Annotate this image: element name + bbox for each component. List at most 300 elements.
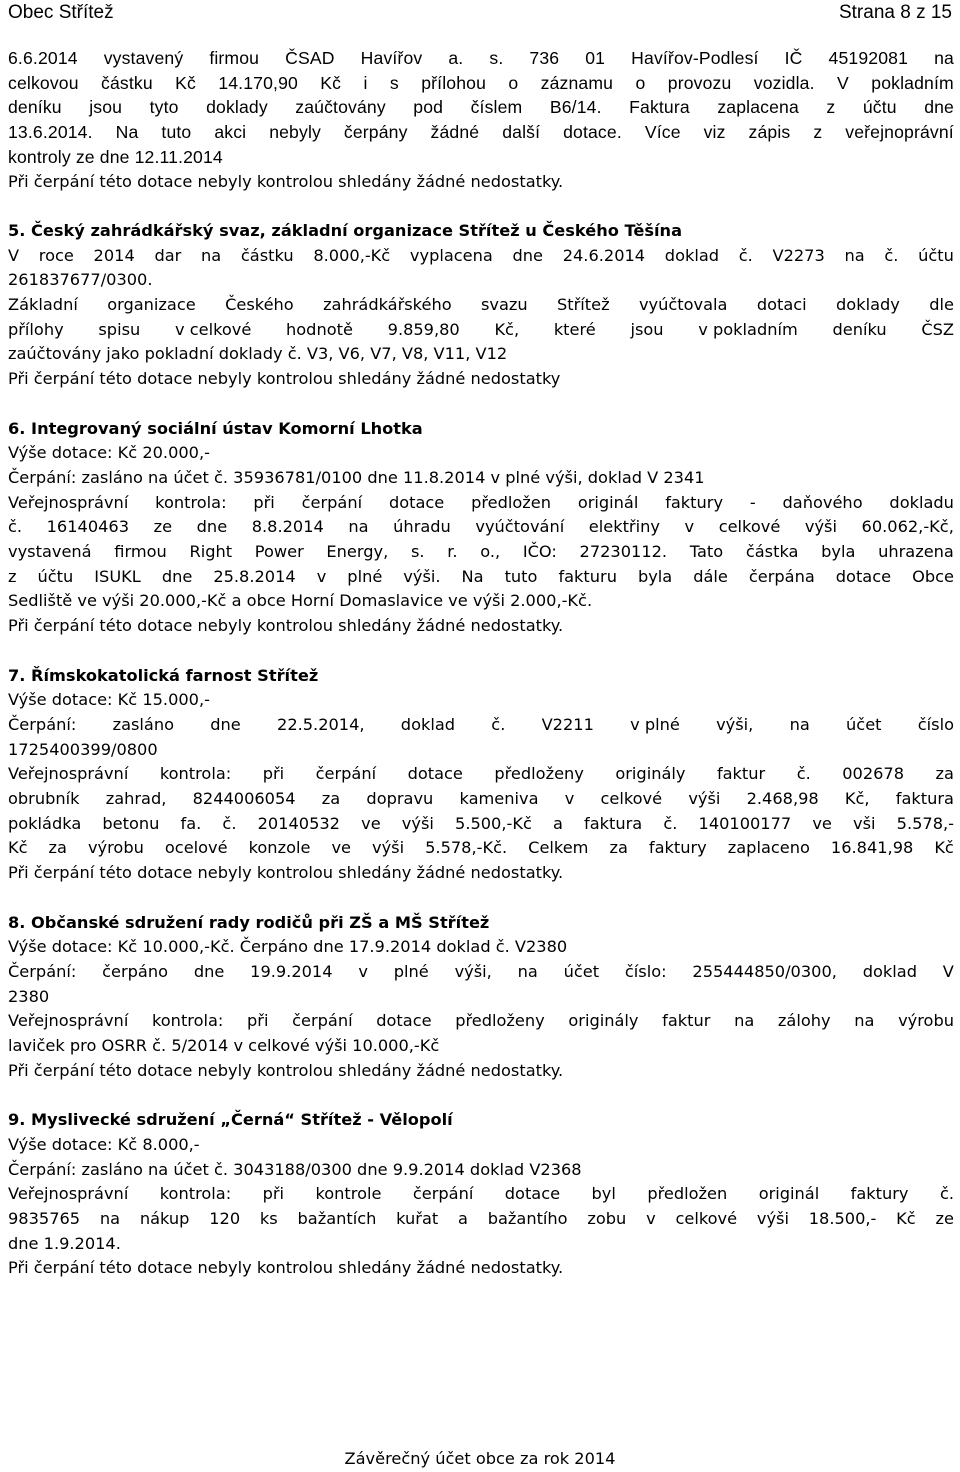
word: číslo: <box>624 961 667 981</box>
word: 5.578,-Kč. <box>425 838 508 858</box>
word: 002678 <box>842 764 905 784</box>
word: konzole <box>248 838 311 858</box>
word: faktura <box>584 813 643 833</box>
word: č. <box>663 813 678 833</box>
word: čerpáno <box>102 961 169 981</box>
word: na <box>934 48 954 68</box>
word: dále <box>693 566 728 586</box>
word: Čerpání: <box>8 961 77 981</box>
word: spisu <box>98 319 141 339</box>
word: přílohou <box>421 72 487 93</box>
word: byla <box>637 566 673 586</box>
word: v <box>316 566 327 586</box>
word: a. <box>448 48 464 68</box>
section-9 <box>8 1108 954 1281</box>
text-line <box>8 120 954 145</box>
word: doklad <box>664 245 720 265</box>
word: vystavený <box>103 48 184 68</box>
word: s <box>389 72 399 93</box>
word: faktury <box>648 838 707 858</box>
word: dotace <box>835 566 892 586</box>
word: 01 <box>585 48 606 68</box>
word: bažantích <box>297 1208 377 1228</box>
word: celkové <box>718 517 781 537</box>
word: elektřiny <box>588 517 660 537</box>
text-line <box>8 318 954 343</box>
word: 24.6.2014 <box>562 245 646 265</box>
word: Energy, <box>326 542 389 562</box>
word: vši <box>853 813 876 833</box>
word: kameniva <box>459 789 539 809</box>
word: deníku <box>8 97 62 118</box>
word: IČO: <box>522 542 557 562</box>
word: žádné <box>430 122 480 143</box>
text-line: Výše dotace: Kč 10.000,-Kč. Čerpáno dne 17.9.2014 doklad č. V2380 <box>8 937 568 957</box>
text-line <box>8 540 954 565</box>
word: Na <box>461 566 484 586</box>
word: zahrad, <box>105 789 167 809</box>
word: a <box>552 813 563 833</box>
word: zaplaceno <box>727 838 810 858</box>
header-municipality: Obec Střítež <box>8 2 114 23</box>
word: Na <box>115 122 139 143</box>
intro-paragraph <box>8 46 954 194</box>
word: roce <box>38 245 74 265</box>
word: V2273 <box>772 245 825 265</box>
word: ČSAD <box>285 48 335 68</box>
word: ks <box>259 1208 278 1228</box>
word: dotaci <box>756 295 807 315</box>
word: 736 <box>529 48 560 68</box>
word: čerpání <box>301 492 363 512</box>
word: deníku <box>832 319 887 339</box>
word: firmou <box>114 542 167 562</box>
word: účtu <box>862 97 897 118</box>
word: výši <box>756 1208 789 1228</box>
word: 60.062,-Kč, <box>861 517 954 537</box>
text-line: 2380 <box>8 986 50 1006</box>
word: částka <box>745 542 799 562</box>
word: účet <box>846 714 882 734</box>
word: provozu <box>667 72 732 93</box>
word: zápis <box>748 122 791 143</box>
word: celkové <box>675 1208 738 1228</box>
text-line <box>8 565 954 590</box>
word: doklad <box>400 714 456 734</box>
word: zobu <box>587 1208 627 1228</box>
word: dotace <box>388 492 445 512</box>
word: ocelové <box>164 838 228 858</box>
word: ČSZ <box>921 319 954 339</box>
word: č. <box>884 245 899 265</box>
word: částku <box>101 72 153 93</box>
word: čerpány <box>343 122 408 143</box>
word: faktury <box>665 492 724 512</box>
word: za <box>609 838 628 858</box>
word: originály <box>568 1011 639 1031</box>
word: viz <box>703 122 726 143</box>
text-line: Výše dotace: Kč 8.000,- <box>8 1134 200 1154</box>
word: akci <box>214 122 247 143</box>
word: plné <box>347 566 383 586</box>
word: na <box>854 1011 875 1031</box>
text-line: 1725400399/0800 <box>8 739 158 759</box>
word: 140100177 <box>698 813 792 833</box>
word: Základní <box>8 295 78 315</box>
word: tuto <box>161 122 192 143</box>
word: a <box>458 1208 468 1228</box>
word: V2211 <box>541 714 594 734</box>
conclusion-text: Při čerpání této dotace nebyly kontrolou shledány žádné nedostatky <box>8 369 561 389</box>
word: originál <box>758 1184 820 1204</box>
word: Českého <box>225 295 294 315</box>
word: IČ <box>784 48 803 68</box>
word: 45192081 <box>828 48 909 68</box>
word: čerpání <box>412 1184 474 1204</box>
word: doklady <box>206 97 268 118</box>
word: při <box>262 764 285 784</box>
word: v celkové <box>174 319 252 339</box>
word: výši, <box>716 714 754 734</box>
word: 16140463 <box>46 517 130 537</box>
word: 13.6.2014. <box>8 122 93 143</box>
word: originály <box>615 764 686 784</box>
word: dne <box>512 245 543 265</box>
word: B6/14. <box>549 97 602 118</box>
word: předloženy <box>455 1011 545 1031</box>
word: z <box>8 566 17 586</box>
text-line <box>8 293 954 318</box>
word: 6.6.2014 <box>8 48 78 68</box>
text-line <box>8 762 954 787</box>
text-line: Sedliště ve výši 20.000,-Kč a obce Horní Domaslavice ve výši 2.000,-Kč. <box>8 591 593 611</box>
word: v plné <box>630 714 680 734</box>
word: 16.841,98 <box>830 838 914 858</box>
word: výrobu <box>87 838 144 858</box>
word: č. <box>8 517 23 537</box>
word: Power <box>254 542 304 562</box>
word: celkovou <box>8 72 79 93</box>
word: - <box>749 492 756 512</box>
text-line: zaúčtovány jako pokladní doklady č. V3, V6, V7, V8, V11, V12 <box>8 344 508 364</box>
word: za <box>935 764 954 784</box>
word: z <box>813 122 823 143</box>
word: v <box>564 789 575 809</box>
word: fa. <box>180 813 202 833</box>
word: v <box>684 517 695 537</box>
word: firmou <box>209 48 260 68</box>
word: celkové <box>600 789 663 809</box>
word: faktury <box>850 1184 909 1204</box>
word: 18.500,- <box>808 1208 877 1228</box>
word: vystavená <box>8 542 92 562</box>
conclusion-text: Při čerpání této dotace nebyly kontrolou shledány žádné nedostatky. <box>8 863 564 883</box>
word: přílohy <box>8 319 64 339</box>
word: obrubník <box>8 789 80 809</box>
word: Kč <box>896 1208 916 1228</box>
word: 255444850/0300, <box>692 961 837 981</box>
word: ze <box>153 517 173 537</box>
text-line <box>8 1009 954 1034</box>
text-line: dne 1.9.2014. <box>8 1233 121 1253</box>
word: tuto <box>504 566 538 586</box>
word: ISUKL <box>94 566 141 586</box>
word: 27230112. <box>579 542 668 562</box>
word: za <box>48 838 67 858</box>
word: číslem <box>470 97 523 118</box>
word: při <box>262 1184 285 1204</box>
word: dne <box>193 961 225 981</box>
word: na <box>844 245 865 265</box>
word: 8.8.2014 <box>251 517 324 537</box>
word: při <box>253 492 275 512</box>
word: číslo <box>917 714 954 734</box>
text-line <box>8 244 954 269</box>
word: z <box>826 97 836 118</box>
word: dle <box>929 295 954 315</box>
word: daňového <box>782 492 863 512</box>
word: byl <box>591 1184 616 1204</box>
word: o <box>635 72 646 93</box>
word: 9835765 <box>8 1208 81 1228</box>
word: dopravu <box>366 789 434 809</box>
text-line: Čerpání: zasláno na účet č. 3043188/0300 dne 9.9.2014 doklad V2368 <box>8 1159 582 1179</box>
section-heading: 8. Občanské sdružení rady rodičů při ZŠ a MŠ Střítež <box>8 912 490 932</box>
word: organizace <box>107 295 196 315</box>
word: 20140532 <box>257 813 340 833</box>
text-line <box>8 960 954 985</box>
text-line: Čerpání: zasláno na účet č. 35936781/0100 dne 11.8.2014 v plné výši, doklad V 2341 <box>8 467 705 487</box>
text-line: laviček pro OSRR č. 5/2014 v celkové výši 10.000,-Kč <box>8 1036 440 1056</box>
word: 9.859,80 <box>387 319 460 339</box>
word: Střítež <box>557 295 610 315</box>
text-line: Výše dotace: Kč 20.000,- <box>8 443 210 463</box>
word: za <box>321 789 341 809</box>
word: vyúčtovala <box>638 295 728 315</box>
text-line: kontroly ze dne 12.11.2014 <box>8 146 223 167</box>
word: kontrola: <box>151 1011 224 1031</box>
word: č. <box>939 1184 954 1204</box>
word: účet <box>563 961 600 981</box>
word: 19.9.2014 <box>250 961 333 981</box>
section-heading: 5. Český zahrádkářský svaz, základní organizace Střítež u Českého Těšína <box>8 220 683 240</box>
word: Čerpání: <box>8 714 77 734</box>
text-line <box>8 515 954 540</box>
word: Havířov-Podlesí <box>631 48 759 68</box>
section-heading: 9. Myslivecké sdružení „Černá“ Střítež - Vělopolí <box>8 1110 453 1130</box>
section-7 <box>8 664 954 886</box>
word: i <box>363 72 368 93</box>
text-line <box>8 713 954 738</box>
section-heading: 7. Římskokatolická farnost Střítež <box>8 665 319 685</box>
word: dar <box>154 245 182 265</box>
word: Veřejnosprávní <box>8 764 129 784</box>
word: 8.000,-Kč <box>313 245 391 265</box>
conclusion-text: Při čerpání této dotace nebyly kontrolou shledány žádné nedostatky. <box>8 616 564 636</box>
word: na <box>201 245 222 265</box>
word: předloženy <box>494 764 584 784</box>
word: ve <box>361 813 381 833</box>
word: dne <box>924 97 954 118</box>
word: 2014 <box>93 245 135 265</box>
word: dotace <box>407 764 463 784</box>
text-line <box>8 491 954 516</box>
word: Tato <box>689 542 724 562</box>
word: v pokladním <box>698 319 798 339</box>
word: uhrazena <box>878 542 954 562</box>
word: doklad <box>862 961 917 981</box>
word: Obce <box>912 566 954 586</box>
section-6 <box>8 417 954 639</box>
word: na <box>734 1011 755 1031</box>
word: úhradu <box>393 517 451 537</box>
word: Veřejnosprávní <box>8 1011 129 1031</box>
word: Kč <box>175 72 196 93</box>
page-header <box>8 2 952 24</box>
text-line <box>8 812 954 837</box>
text-line <box>8 787 954 812</box>
word: originál <box>577 492 639 512</box>
word: při <box>247 1011 269 1031</box>
conclusion-text: Při čerpání této dotace nebyly kontrolou shledány žádné nedostatky. <box>8 1258 564 1278</box>
word: dokladu <box>889 492 954 512</box>
text-line <box>8 836 954 861</box>
word: zálohy <box>777 1011 831 1031</box>
word: pod <box>413 97 444 118</box>
word: V <box>8 245 20 265</box>
word: plné <box>393 961 429 981</box>
word: faktur <box>662 1011 711 1031</box>
word: betonu <box>102 813 160 833</box>
word: o <box>508 72 519 93</box>
word: výši, <box>454 961 492 981</box>
word: dne <box>196 517 228 537</box>
word: faktur <box>716 764 766 784</box>
word: pokladním <box>871 72 954 93</box>
word: 14.170,90 <box>218 72 298 93</box>
text-line: Výše dotace: Kč 15.000,- <box>8 690 210 710</box>
section-5 <box>8 219 954 392</box>
word: vozidla. <box>753 72 815 93</box>
conclusion-text: Při čerpání této dotace nebyly kontrolou shledány žádné nedostatky. <box>8 1060 564 1080</box>
word: zasláno <box>112 714 175 734</box>
word: ve <box>331 838 351 858</box>
word: účtu <box>37 566 74 586</box>
word: 25.8.2014 <box>213 566 296 586</box>
word: kontrola: <box>159 764 232 784</box>
word: doklady <box>836 295 900 315</box>
word: zaplacena <box>717 97 799 118</box>
text-line <box>8 71 954 96</box>
word: byla <box>821 542 856 562</box>
word: jsou <box>630 319 664 339</box>
word: V <box>837 72 849 93</box>
word: vyúčtování <box>475 517 565 537</box>
section-heading: 6. Integrovaný sociální ústav Komorní Lhotka <box>8 418 423 438</box>
word: výrobu <box>898 1011 954 1031</box>
word: 8244006054 <box>192 789 296 809</box>
word: 5.578,- <box>896 813 954 833</box>
word: nákup <box>139 1208 190 1228</box>
word: fakturu <box>558 566 617 586</box>
word: r. <box>447 542 458 562</box>
word: veřejnoprávní <box>845 122 954 143</box>
word: hodnotě <box>286 319 353 339</box>
word: Kč, <box>494 319 520 339</box>
word: Faktura <box>629 97 690 118</box>
word: 120 <box>209 1208 241 1228</box>
text-line <box>8 1182 954 1207</box>
word: bažantího <box>487 1208 568 1228</box>
word: kontrola: <box>155 492 227 512</box>
word: výši <box>804 517 837 537</box>
word: tyto <box>149 97 179 118</box>
conclusion-text: Při čerpání této dotace nebyly kontrolou shledány žádné nedostatky. <box>8 171 564 191</box>
word: nebyly <box>269 122 321 143</box>
word: faktura <box>895 789 954 809</box>
word: v <box>358 961 368 981</box>
text-line <box>8 1207 954 1232</box>
word: V <box>942 961 954 981</box>
header-page-number: Strana 8 z 15 <box>838 2 952 23</box>
word: dotace <box>504 1184 561 1204</box>
text-line <box>8 46 954 71</box>
word: s. <box>489 48 504 68</box>
word: s. <box>410 542 425 562</box>
word: zaúčtovány <box>295 97 386 118</box>
word: dne <box>161 566 193 586</box>
word: dne <box>210 714 241 734</box>
word: dotace. <box>563 122 622 143</box>
word: Veřejnosprávní <box>8 492 129 512</box>
word: č. <box>796 764 811 784</box>
word: ve <box>812 813 832 833</box>
word: č. <box>222 813 237 833</box>
word: dotace <box>376 1011 432 1031</box>
word: Veřejnosprávní <box>8 1184 129 1204</box>
word: na <box>99 1208 121 1228</box>
word: Kč <box>8 838 28 858</box>
word: výši <box>688 789 721 809</box>
word: výši. <box>403 566 441 586</box>
word: výši <box>372 838 405 858</box>
word: Více <box>644 122 681 143</box>
word: výši <box>401 813 434 833</box>
word: čerpání <box>292 1011 353 1031</box>
word: na <box>789 714 810 734</box>
word: účtu <box>918 245 954 265</box>
word: kontrole <box>315 1184 382 1204</box>
text-line: 261837677/0300. <box>8 270 153 290</box>
word: o., <box>480 542 501 562</box>
word: ze <box>935 1208 954 1228</box>
word: pokládka <box>8 813 82 833</box>
word: čerpání <box>315 764 377 784</box>
word: předložen <box>647 1184 728 1204</box>
word: vyplacena <box>409 245 493 265</box>
word: čerpána <box>748 566 815 586</box>
section-8 <box>8 911 954 1084</box>
document-body <box>8 46 954 1281</box>
word: 22.5.2014, <box>277 714 365 734</box>
text-line <box>8 95 954 120</box>
word: na <box>517 961 538 981</box>
word: Celkem <box>528 838 589 858</box>
word: částku <box>240 245 294 265</box>
word: Havířov <box>360 48 423 68</box>
word: v <box>646 1208 656 1228</box>
word: Kč, <box>844 789 870 809</box>
